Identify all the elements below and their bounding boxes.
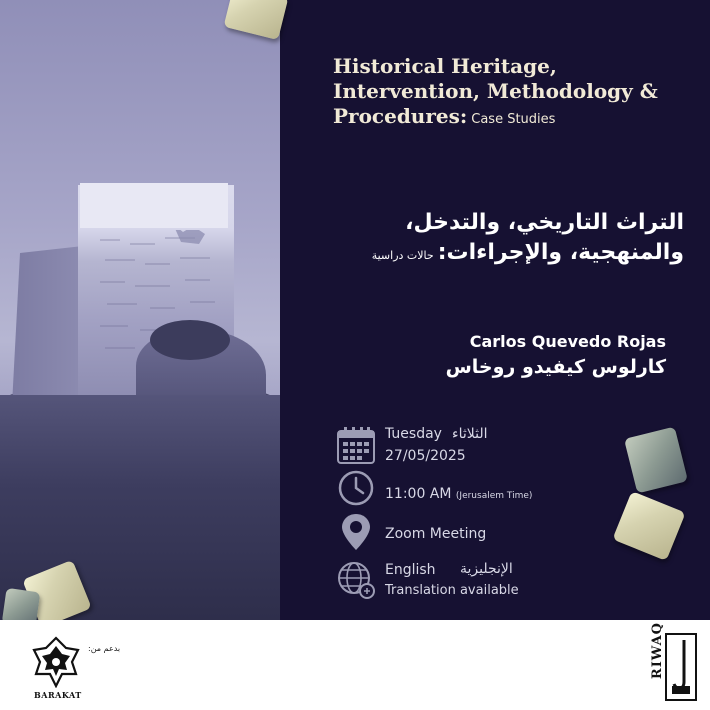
- speaker-name-arabic: كارلوس كيفيدو روخاس: [445, 356, 666, 378]
- event-location: Zoom Meeting: [385, 526, 487, 542]
- barakat-logo-icon: [32, 636, 80, 688]
- barakat-name: BARAKAT: [34, 690, 82, 700]
- clock-icon: [336, 468, 376, 508]
- support-label: بدعم من:: [88, 644, 121, 653]
- event-day: Tuesday: [385, 426, 442, 442]
- event-language: English: [385, 562, 436, 578]
- event-time: 11:00 AM: [385, 486, 452, 502]
- calendar-icon: [336, 425, 376, 465]
- title-arabic: [324, 208, 684, 271]
- footer: [0, 620, 710, 710]
- translation-note: Translation available: [385, 583, 519, 598]
- globe-icon: [336, 560, 376, 600]
- event-timezone: (Jerusalem Time): [455, 491, 533, 501]
- title-en-line-1: Historical Heritage,: [333, 54, 557, 78]
- title-ar-line-2: [324, 238, 684, 271]
- title-en-line-2: Intervention, Methodology &: [333, 79, 658, 103]
- location-pin-icon: [336, 512, 376, 552]
- title-ar-procedures: والمنهجية، والإجراءات:: [437, 240, 684, 265]
- event-language-arabic: الإنجليزية: [460, 561, 513, 577]
- tower-photo: [0, 0, 280, 620]
- bush-shrub: [150, 320, 230, 360]
- event-date: 27/05/2025: [385, 448, 466, 464]
- title-ar-case-studies: حالات دراسية: [371, 249, 434, 262]
- title-en-line-3: [333, 104, 703, 132]
- riwaq-logo-icon: [664, 632, 698, 702]
- speaker-name-english: Carlos Quevedo Rojas: [469, 332, 666, 351]
- title-en-procedures: Procedures:: [333, 104, 468, 128]
- riwaq-name: RIWAQ: [650, 622, 665, 680]
- title-english: [333, 54, 703, 132]
- event-time-row: [385, 486, 532, 502]
- title-en-case-studies: Case Studies: [471, 112, 556, 127]
- event-day-arabic: الثلاثاء: [452, 426, 488, 442]
- tower-restored-top: [80, 183, 228, 228]
- title-ar-line-1: التراث التاريخي، والتدخل،: [405, 210, 684, 235]
